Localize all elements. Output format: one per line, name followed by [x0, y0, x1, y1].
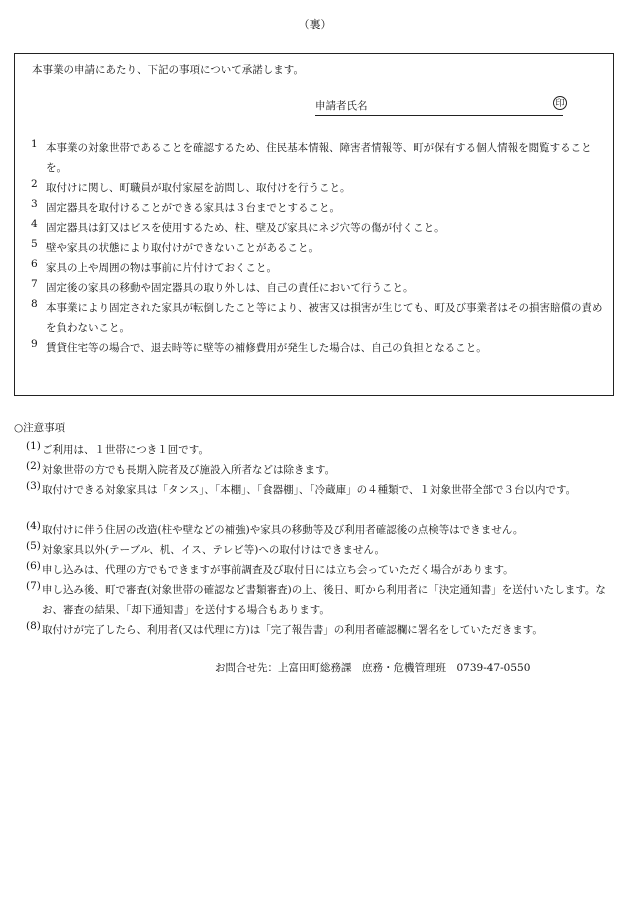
item-number: 2 [31, 178, 38, 190]
note-number: (6) [26, 560, 41, 572]
note-text: 対象世帯の方でも長期入院者及び施設入所者などは除きます。 [42, 464, 336, 476]
item-number: 9 [31, 338, 38, 350]
note-text: ご利用は、１世帯につき１回です。 [42, 444, 209, 456]
item-text: 本事業により固定された家具が転倒したこと等により、被害又は損害が生じても、町及び事業者はその損害賠償の責めを負わないこと。 [46, 302, 603, 334]
contact-info: お問合せ先：上富田町総務課 庶務・危機管理班 0739-47-0550 [215, 662, 531, 674]
note-number: (3) [26, 480, 41, 492]
note-text: 申し込みは、代理の方でもできますが事前調査及び取付日には立ち会っていただく場合があります。 [42, 564, 514, 576]
item-text: 固定器具を取付けることができる家具は３台までとすること。 [46, 202, 340, 214]
notes-title: ○注意事項 [14, 422, 66, 434]
note-number: (1) [26, 440, 41, 452]
item-number: 1 [31, 138, 38, 150]
note-number: (7) [26, 580, 41, 592]
note-text: 対象家具以外(テーブル、机、イス、テレビ等)への取付けはできません。 [42, 544, 386, 556]
item-number: 8 [31, 298, 38, 310]
item-number: 4 [31, 218, 38, 230]
item-number: 5 [31, 238, 38, 250]
note-number: (8) [26, 620, 41, 632]
item-text: 賃貸住宅等の場合で、退去時等に壁等の補修費用が発生した場合は、自己の負担となること。 [46, 342, 487, 354]
item-text: 家具の上や周囲の物は事前に片付けておくこと。 [46, 262, 277, 274]
note-text: 取付けできる対象家具は「タンス」、「本棚」、「食器棚」、「冷蔵庫」の４種類で、１対象世帯全部で３台以内です。 [42, 484, 577, 496]
item-number: 3 [31, 198, 38, 210]
note-number: (5) [26, 540, 41, 552]
note-text: 取付けに伴う住居の改造(柱や壁などの補強)や家具の移動等及び利用者確認後の点検等はできません。 [42, 524, 524, 536]
item-number: 6 [31, 258, 38, 270]
note-text: 取付けが完了したら、利用者(又は代理に方)は「完了報告書」の利用者確認欄に署名をしていただきます。 [42, 624, 543, 636]
signature-label: 申請者氏名 [315, 100, 368, 112]
consent-intro: 本事業の申請にあたり、下記の事項について承諾します。 [32, 64, 304, 76]
consent-box [14, 53, 614, 396]
note-text: 申し込み後、町で審査(対象世帯の確認など書類審査)の上、後日、町から利用者に「決定通知書」を送付いたします。なお、審査の結果、「却下通知書」を送付する場合もあります。 [42, 584, 606, 616]
page-side-label: （裏） [298, 18, 332, 31]
note-number: (2) [26, 460, 41, 472]
seal-icon: 印 [553, 96, 567, 110]
item-text: 固定後の家具の移動や固定器具の取り外しは、自己の責任において行うこと。 [46, 282, 414, 294]
note-number: (4) [26, 520, 41, 532]
signature-line [315, 98, 563, 116]
item-number: 7 [31, 278, 38, 290]
item-text: 固定器具は釘又はビスを使用するため、柱、壁及び家具にネジ穴等の傷が付くこと。 [46, 222, 445, 234]
item-text: 取付けに関し、町職員が取付家屋を訪問し、取付けを行うこと。 [46, 182, 351, 194]
item-text: 壁や家具の状態により取付けができないことがあること。 [46, 242, 319, 254]
item-text: 本事業の対象世帯であることを確認するため、住民基本情報、障害者情報等、町が保有する個人情報を閲覧することを。 [46, 142, 592, 174]
